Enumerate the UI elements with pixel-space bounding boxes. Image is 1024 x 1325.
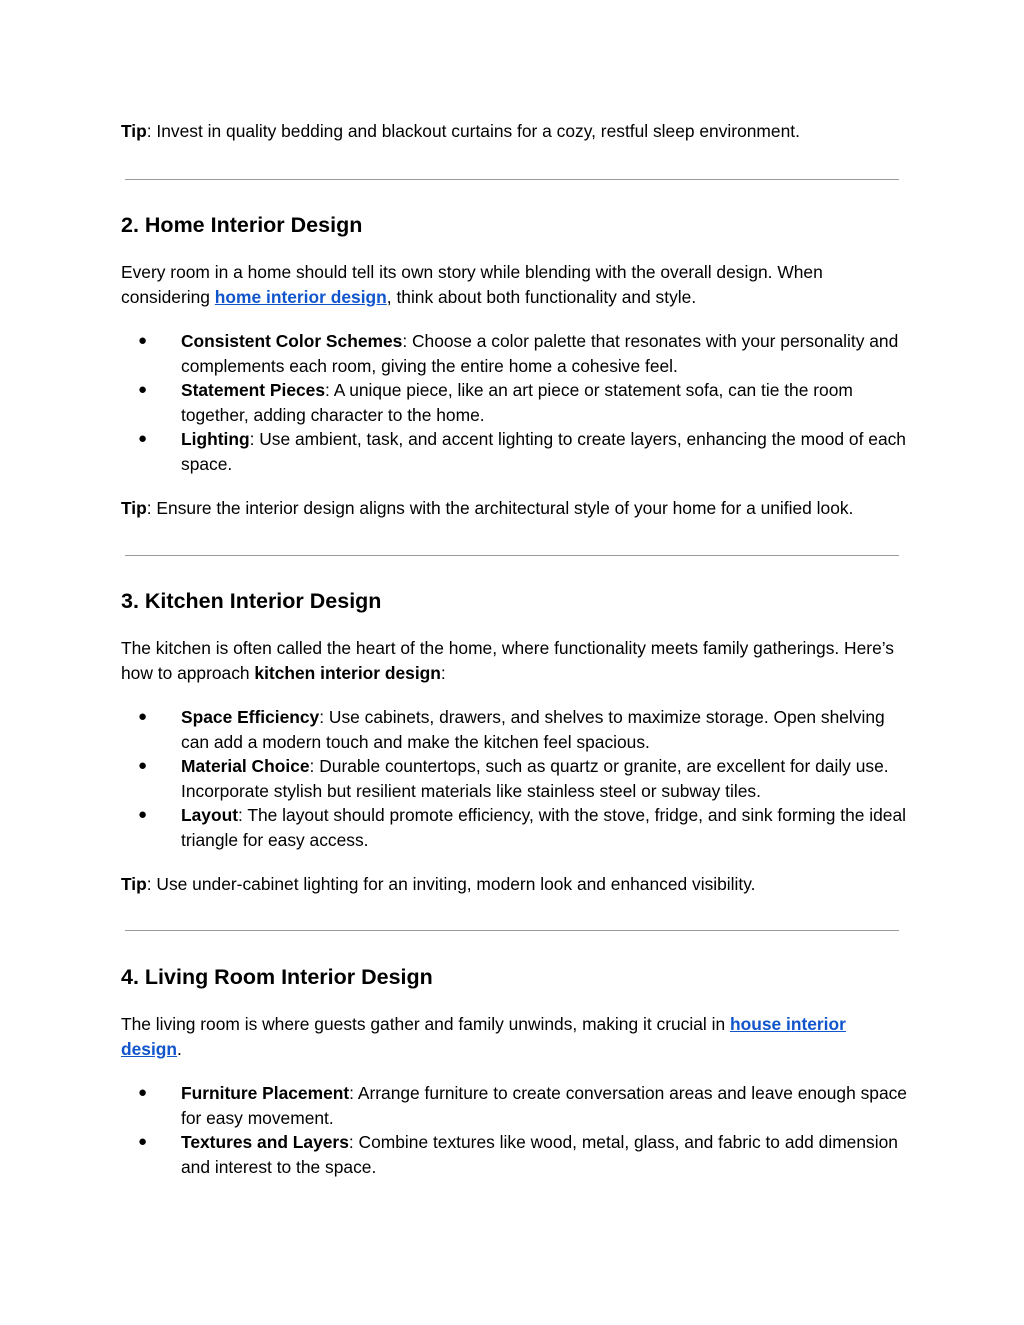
bullet-icon: ● bbox=[138, 430, 148, 447]
bullet-term: Lighting bbox=[181, 429, 250, 449]
living-intro-text-1: The living room is where guests gather and family unwinds, making it crucial in bbox=[121, 1014, 730, 1034]
list-item bbox=[121, 1130, 907, 1179]
bullet-term: Layout bbox=[181, 805, 239, 825]
tip-label: Tip bbox=[121, 874, 147, 894]
tip-text: : Invest in quality bedding and blackout curtains for a cozy, restful sleep environment. bbox=[146, 121, 800, 141]
list-item bbox=[121, 427, 907, 476]
list-item bbox=[121, 705, 907, 754]
bullet-text: : The layout should promote efficiency, with the stove, fridge, and sink forming the ideal triangle for easy access. bbox=[181, 805, 906, 850]
kitchen-intro bbox=[121, 636, 907, 685]
heading-home-interior-design: 2. Home Interior Design bbox=[121, 213, 363, 237]
living-bullet-list bbox=[121, 1081, 907, 1179]
bullet-text: : Arrange furniture to create conversation areas and leave enough space for easy movement. bbox=[181, 1083, 907, 1128]
section-divider bbox=[125, 179, 899, 180]
bullet-icon: ● bbox=[138, 1133, 148, 1150]
section-divider bbox=[125, 930, 899, 931]
tip-text: : Use under-cabinet lighting for an inviting, modern look and enhanced visibility. bbox=[146, 874, 756, 894]
kitchen-bullet-list bbox=[121, 705, 907, 852]
bullet-text: : Choose a color palette that resonates with your personality and complements each room, giving the entire home a cohesive feel. bbox=[181, 331, 899, 376]
tip-sleep bbox=[121, 119, 800, 144]
home-interior-design-link[interactable]: home interior design bbox=[214, 286, 387, 307]
kitchen-intro-bold: kitchen interior design bbox=[254, 662, 441, 683]
living-intro-text-2: . bbox=[177, 1038, 182, 1059]
tip-text: : Ensure the interior design aligns with the architectural style of your home for a unified look. bbox=[146, 498, 854, 518]
heading-living-room-interior-design: 4. Living Room Interior Design bbox=[121, 965, 433, 989]
bullet-icon: ● bbox=[138, 757, 148, 774]
list-item bbox=[121, 754, 907, 803]
home-intro-text-1: Every room in a home should tell its own story while blending with the overall design. When considering bbox=[121, 262, 823, 307]
home-intro bbox=[121, 260, 907, 309]
list-item bbox=[121, 1081, 907, 1130]
home-bullet-list bbox=[121, 329, 907, 476]
section-home-body bbox=[121, 260, 907, 521]
kitchen-intro-text-1: The kitchen is often called the heart of the home, where functionality meets family gatherings. Here’s how to approach bbox=[121, 638, 895, 683]
bullet-icon: ● bbox=[138, 806, 148, 823]
living-intro bbox=[121, 1012, 907, 1061]
bullet-text: : Use ambient, task, and accent lighting to create layers, enhancing the mood of each space. bbox=[181, 429, 906, 474]
bullet-term: Consistent Color Schemes bbox=[181, 331, 403, 351]
bullet-term: Statement Pieces bbox=[181, 380, 326, 400]
section-living-body bbox=[121, 1012, 907, 1179]
tip-kitchen bbox=[121, 872, 907, 897]
bullet-term: Furniture Placement bbox=[181, 1083, 350, 1103]
tip-home bbox=[121, 496, 907, 521]
bullet-text: : Use cabinets, drawers, and shelves to maximize storage. Open shelving can add a modern touch and make the kitchen feel spacious. bbox=[181, 707, 885, 752]
heading-kitchen-interior-design: 3. Kitchen Interior Design bbox=[121, 589, 382, 613]
bullet-term: Material Choice bbox=[181, 756, 310, 776]
bullet-text: : Durable countertops, such as quartz or granite, are excellent for daily use. Incorporate stylish but resilient materials like stainless steel or subway tiles. bbox=[181, 756, 889, 801]
bullet-text: : Combine textures like wood, metal, glass, and fabric to add dimension and interest to the space. bbox=[181, 1132, 898, 1177]
house-interior-design-link[interactable]: house interior design bbox=[121, 1014, 846, 1059]
bullet-term: Space Efficiency bbox=[181, 707, 320, 727]
bullet-icon: ● bbox=[138, 708, 148, 725]
list-item bbox=[121, 803, 907, 852]
list-item bbox=[121, 378, 907, 427]
home-intro-text-2: , think about both functionality and style. bbox=[386, 286, 697, 307]
bullet-icon: ● bbox=[138, 332, 148, 349]
tip-label: Tip bbox=[121, 121, 147, 141]
kitchen-intro-text-2: : bbox=[440, 662, 446, 683]
section-kitchen-body bbox=[121, 636, 907, 897]
bullet-icon: ● bbox=[138, 381, 148, 398]
section-divider bbox=[125, 555, 899, 556]
tip-label: Tip bbox=[121, 498, 147, 518]
bullet-term: Textures and Layers bbox=[181, 1132, 349, 1152]
bullet-text: : A unique piece, like an art piece or statement sofa, can tie the room together, adding character to the home. bbox=[181, 380, 853, 425]
list-item bbox=[121, 329, 907, 378]
bullet-icon: ● bbox=[138, 1084, 148, 1101]
